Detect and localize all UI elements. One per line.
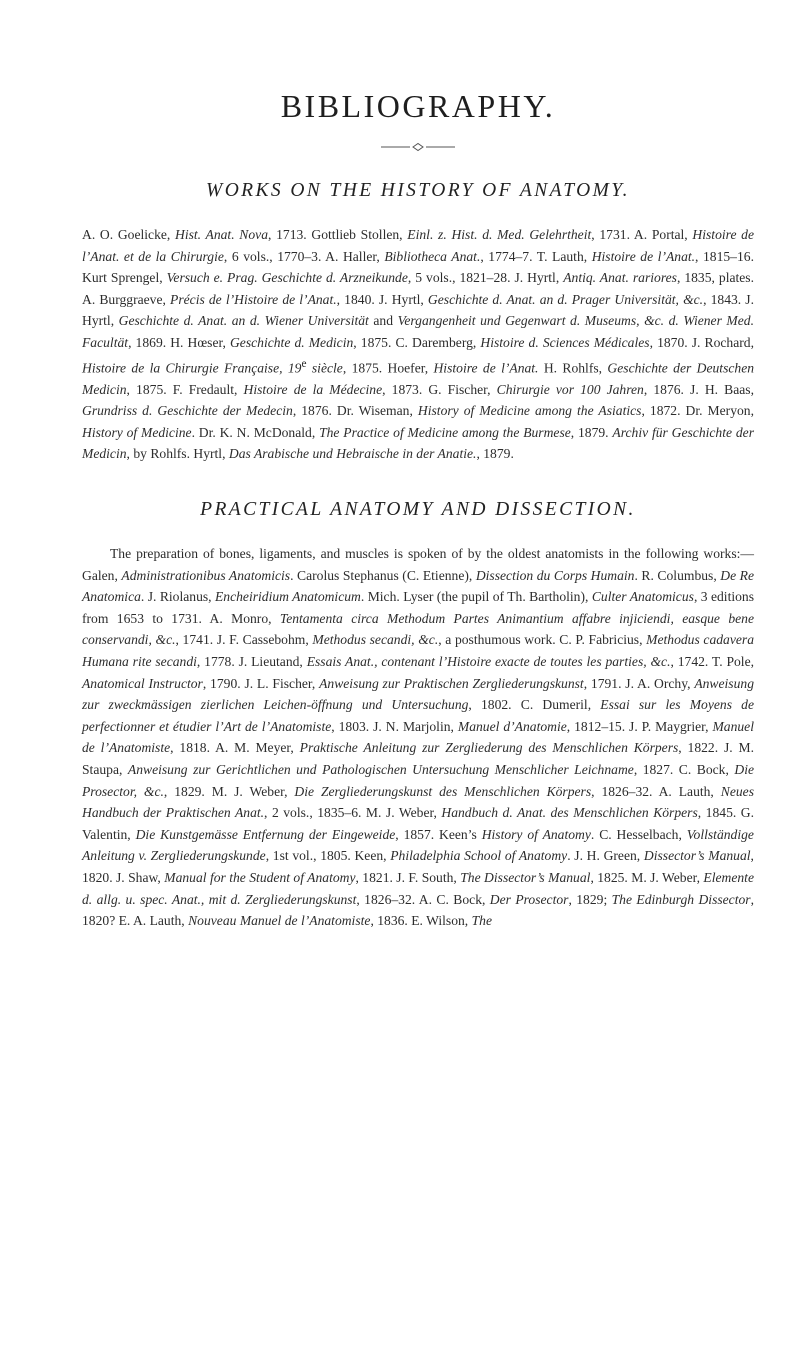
italic-title-text: Philadelphia School of Anatomy: [390, 848, 568, 864]
italic-title-text: Tentamenta circa Methodum Partes Animantium affabre injiciendi, easque bene conservandi, &c.: [82, 610, 754, 648]
italic-title-text: Administrationibus Anatomicis: [121, 567, 291, 583]
section-body-history: [82, 224, 754, 465]
italic-title-text: Elemente d. allg. u. spec. Anat., mit d. Zergliederungskunst: [82, 869, 754, 907]
italic-title-text: Die Zergliederungskunst des Menschlichen Körpers: [294, 783, 592, 799]
citation-text: , 1875. F. Fredault,: [126, 381, 244, 397]
citation-text: , 1790. J. L. Fischer,: [202, 675, 320, 691]
citation-text: , 1821. J. F. South,: [355, 869, 461, 885]
italic-title-text: Histoire de la Chirurgie Française, 19: [82, 360, 302, 376]
citation-text: , 1802. C. Dumeril,: [468, 697, 601, 713]
italic-title-text: Die Kunstgemässe Entfernung der Eingeweide: [135, 826, 396, 842]
citation-text: , 3 editions from 1653 to 1731. A. Monro,: [82, 589, 755, 626]
italic-title-text: History of Medicine among the Asiatics: [417, 403, 642, 419]
citation-text: , 1840. J. Hyrtl,: [336, 291, 428, 307]
citation-text: , 5 vols., 1821–28. J. Hyrtl,: [407, 270, 564, 286]
citation-text: , 1791. J. A. Orchy,: [583, 675, 695, 691]
italic-title-text: Manuel de l’Anatomiste: [82, 718, 754, 756]
citation-text: , 1825. M. J. Weber,: [590, 869, 704, 885]
citation-text: , 1829;: [568, 891, 612, 907]
italic-title-text: The Edinburgh Dissector: [611, 891, 751, 907]
citation-text: . J. Riolanus,: [140, 589, 215, 605]
citation-text: . Dr. K. N. McDonald,: [191, 424, 320, 440]
citation-text: A. O. Goelicke,: [82, 227, 176, 242]
italic-title-text: Précis de l’Histoire de l’Anat.: [170, 291, 337, 307]
italic-title-text: Manual for the Student of Anatomy: [164, 869, 356, 885]
italic-title-text: History of Anatomy: [481, 826, 591, 842]
italic-title-text: Histoire de la Médecine: [243, 381, 383, 397]
italic-title-text: Neues Handbuch der Praktischen Anat.: [82, 783, 754, 821]
citation-text: , 1879.: [570, 424, 613, 440]
italic-title-text: Anweisung zur zweckmässigen zierlichen Leichen-öffnung und Untersuchung: [82, 675, 754, 713]
italic-title-text: The Practice of Medicine among the Burmese: [319, 424, 571, 440]
citation-text: H. Rohlfs,: [538, 360, 608, 376]
italic-title-text: Nouveau Manuel de l’Anatomiste: [188, 913, 371, 929]
italic-title-text: Handbuch d. Anat. des Menschlichen Körpers: [441, 805, 698, 821]
citation-text: , 1857. Keen’s: [395, 826, 482, 842]
section-heading-history: WORKS ON THE HISTORY OF ANATOMY.: [206, 180, 630, 201]
italic-title-text: Geschichte der Deutschen Medicin: [82, 360, 755, 397]
title-ornament: [82, 142, 754, 152]
citation-text: , 1713. Gottlieb Stollen,: [268, 227, 408, 242]
italic-title-text: Histoire d. Sciences Médicales: [480, 334, 650, 350]
italic-title-text: Die Prosector, &c.: [82, 762, 755, 799]
italic-title-text: Essai sur les Moyens de perfectionner et étudier l’Art de l’Anatomiste: [82, 697, 754, 734]
dash-diamond-ornament-icon: [379, 142, 457, 152]
citation-text: , 1820. J. Shaw,: [82, 848, 754, 885]
citation-text: , 1835, plates. A. Burggraeve,: [82, 270, 754, 307]
citation-text: . C. Hesselbach,: [590, 826, 687, 842]
citation-text: , 1836. E. Wilson,: [370, 913, 472, 929]
citation-text: , 1876. J. H. Baas,: [643, 381, 754, 397]
italic-title-text: Anweisung zur Gerichtlichen und Pathologischen Untersuchung Menschlicher Leichname: [127, 762, 634, 777]
italic-title-text: History of Medicine: [82, 424, 192, 440]
italic-title-text: Essais Anat., contenant l’Histoire exacte de toutes les parties, &c.: [306, 654, 671, 670]
citation-text: , 1879.: [476, 446, 514, 462]
section-body-dissection: [82, 543, 754, 932]
italic-title-text: Das Arabische und Hebraische in der Anatie.: [228, 446, 477, 462]
italic-title-text: De Re Anatomica: [82, 567, 754, 605]
citation-text: , 1826–32. A. C. Bock,: [356, 891, 490, 907]
citation-text: The preparation of bones, ligaments, and muscles is spoken of by the oldest anatomists in the following works:—Galen,: [82, 546, 754, 583]
citation-text: , 1869. H. Hœser,: [128, 334, 230, 350]
italic-title-text: Dissection du Corps Humain: [475, 567, 635, 583]
italic-title-text: The Dissector’s Manual: [460, 869, 591, 885]
citation-text: , 1872. Dr. Meryon,: [641, 403, 754, 419]
italic-title-text: Archiv für Geschichte der Medicin: [82, 424, 754, 462]
citation-text: . Carolus Stephanus (C. Etienne),: [290, 567, 476, 583]
citation-text: . Mich. Lyser (the pupil of Th. Bartholin),: [360, 589, 592, 605]
italic-title-text: Praktische Anleitung zur Zergliederung des Menschlichen Körpers: [299, 740, 679, 756]
italic-title-text: Geschichte d. Anat. an d. Prager Universität, &c.: [427, 291, 704, 307]
citation-text: , 1803. J. N. Marjolin,: [331, 718, 458, 734]
italic-title-text: Histoire de l’Anat. et de la Chirurgie: [82, 227, 755, 264]
citation-text: , 1731. A. Portal,: [591, 227, 693, 242]
citation-text: , by Rohlfs. Hyrtl,: [126, 446, 229, 462]
italic-title-text: Methodus cadavera Humana rite secandi: [82, 632, 754, 670]
italic-title-text: Vollständige Anleitung v. Zergliederungskunde: [82, 826, 754, 864]
italic-title-text: Hist. Anat. Nova: [175, 227, 269, 242]
citation-text: , 1870. J. Rochard,: [649, 334, 754, 350]
italic-title-text: Einl. z. Hist. d. Med. Gelehrtheit: [407, 227, 592, 242]
page-title: BIBLIOGRAPHY.: [280, 88, 556, 124]
citation-text: , 1812–15. J. P. Maygrier,: [566, 718, 713, 734]
citation-text: , 1778. J. Lieutand,: [196, 654, 307, 670]
italic-title-text: Geschichte d. Medicin: [229, 334, 354, 350]
citation-text: , 1826–32. A. Lauth,: [591, 783, 721, 799]
citation-text: , 1876. Dr. Wiseman,: [292, 403, 418, 419]
section-heading-dissection: PRACTICAL ANATOMY AND DISSECTION.: [200, 499, 636, 521]
italic-title-text: Anatomical Instructor: [82, 675, 203, 691]
italic-title-text: Chirurgie vor 100 Jahren: [496, 381, 644, 397]
italic-title-text: Culter Anatomicus: [591, 589, 694, 605]
citation-text: , 1827. C. Bock,: [633, 762, 735, 777]
italic-title-text: Histoire de l’Anat.: [433, 360, 539, 376]
citation-text: , 1741. J. F. Cassebohm,: [175, 632, 313, 648]
citation-text: and: [368, 313, 398, 329]
citation-text: . J. H. Green,: [567, 848, 644, 864]
citation-text: , 1843. J. Hyrtl,: [82, 291, 754, 329]
citation-text: , 1818. A. M. Meyer,: [170, 740, 300, 756]
citation-text: , 2 vols., 1835–6. M. J. Weber,: [264, 805, 442, 821]
italic-title-text: Vergangenheit und Gegenwart d. Museums, &c. d. Wiener Med. Facultät: [82, 313, 754, 350]
italic-title-text: The: [471, 913, 492, 929]
italic-title-text: Grundriss d. Geschichte der Medecin: [82, 403, 293, 419]
citation-text: e: [301, 357, 307, 370]
italic-title-text: Versuch e. Prag. Geschichte d. Arzneikunde: [166, 270, 408, 286]
citation-text: , 1815–16. Kurt Sprengel,: [82, 248, 754, 286]
citation-text: , 1822. J. M. Staupa,: [82, 740, 754, 777]
citation-text: , 1st vol., 1805. Keen,: [265, 848, 391, 864]
citation-text: , a posthumous work. C. P. Fabricius,: [438, 632, 647, 648]
citation-text: . R. Columbus,: [634, 567, 721, 583]
citation-text: , 1820? E. A. Lauth,: [82, 891, 754, 929]
italic-title-text: Antiq. Anat. rariores: [563, 270, 677, 286]
citation-text: , 1875. Hoefer,: [342, 360, 434, 376]
citation-text: , 1875. C. Daremberg,: [353, 334, 481, 350]
citation-text: , 6 vols., 1770–3. A. Haller,: [223, 248, 385, 264]
italic-title-text: Anweisung zur Praktischen Zergliederungskunst: [319, 675, 584, 691]
italic-title-text: Histoire de l’Anat.: [591, 248, 696, 264]
citation-text: , 1742. T. Pole,: [670, 654, 755, 670]
italic-title-text: Encheiridium Anatomicum: [214, 589, 361, 605]
citation-text: , 1845. G. Valentin,: [82, 805, 754, 842]
italic-title-text: Geschichte d. Anat. an d. Wiener Universität: [118, 313, 369, 329]
citation-text: , 1774–7. T. Lauth,: [480, 248, 592, 264]
citation-text: , 1829. M. J. Weber,: [163, 783, 295, 799]
citation-text: , 1873. G. Fischer,: [382, 381, 497, 397]
italic-title-text: Methodus secandi, &c.: [312, 632, 439, 648]
italic-title-text: Der Prosector: [489, 891, 569, 907]
italic-title-text: Manuel d’Anatomie: [457, 718, 567, 734]
italic-title-text: siècle: [306, 360, 343, 376]
italic-title-text: Dissector’s Manual: [643, 848, 751, 864]
italic-title-text: Bibliotheca Anat.: [384, 248, 481, 264]
